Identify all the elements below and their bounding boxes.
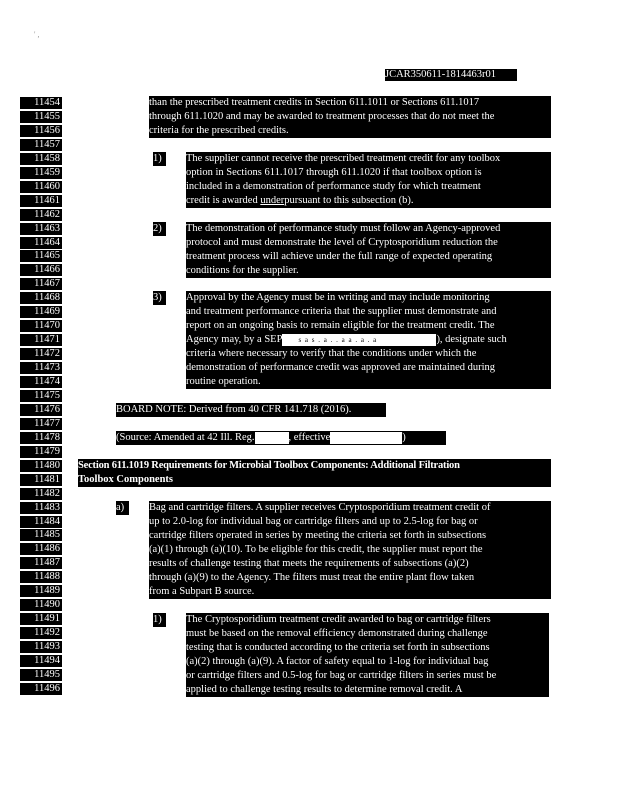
item-1-paragraph xyxy=(186,152,551,208)
line-number: 11477 xyxy=(20,418,62,430)
line-number: 11469 xyxy=(20,306,62,318)
text-line xyxy=(186,333,551,347)
source-note xyxy=(116,431,446,445)
line-number: 11479 xyxy=(20,446,62,458)
text-line: through 611.1020 and may be awarded to treatment processes that do not meet the xyxy=(149,111,495,122)
line-number: 11485 xyxy=(20,529,62,541)
line-number: 11457 xyxy=(20,139,62,151)
text-line: through (a)(9) to the Agency. The filters must treat the entire plant flow taken xyxy=(149,572,475,583)
text-line: Approval by the Agency must be in writing and may include monitoring xyxy=(186,292,490,303)
text-line: (a)(1) through (a)(10). To be eligible for this credit, the supplier must report the xyxy=(149,544,483,555)
document-header-id: JCAR350611-1814463r01 xyxy=(385,69,517,81)
line-number: 11493 xyxy=(20,641,62,653)
line-number: 11471 xyxy=(20,334,62,346)
line-number: 11475 xyxy=(20,390,62,402)
text-line: applied to challenge testing results to determine removal credit. A xyxy=(186,684,463,695)
text-line: demonstration of performance credit was approved are maintained during xyxy=(186,362,496,373)
line-number: 11456 xyxy=(20,125,62,137)
corner-marks: ' , xyxy=(34,30,40,39)
line-number: 11461 xyxy=(20,195,62,207)
line-number: 11486 xyxy=(20,543,62,555)
blank-space xyxy=(282,334,298,346)
text-line: treatment process will achieve under the full range of expected operating xyxy=(186,251,493,262)
line-number: 11462 xyxy=(20,209,62,221)
text-line: and treatment performance criteria that the supplier must demonstrate and xyxy=(186,306,497,317)
line-number: 11458 xyxy=(20,153,62,165)
text-line: results of challenge testing that meets the requirements of subsections (a)(2) xyxy=(149,558,469,569)
line-number: 11464 xyxy=(20,237,62,249)
line-number: 11459 xyxy=(20,167,62,179)
text-line: testing that is conducted according to the criteria set forth in subsections xyxy=(186,642,490,653)
line-number: 11490 xyxy=(20,599,62,611)
item-a1-paragraph xyxy=(186,613,549,697)
text-line: up to 2.0-log for individual bag or cartridge filters and up to 2.5-log for bag or xyxy=(149,516,478,527)
line-number: 11463 xyxy=(20,223,62,235)
text-run: pursuant to this subsection (b). xyxy=(284,195,414,206)
text-line: (a)(2) through (a)(9). A factor of safety equal to 1-log for individual bag xyxy=(186,656,489,667)
text-run: ) xyxy=(402,432,406,443)
line-number: 11478 xyxy=(20,432,62,444)
text-line: included in a demonstration of performance study for which treatment xyxy=(186,181,481,192)
line-number: 11454 xyxy=(20,97,62,109)
line-number: 11487 xyxy=(20,557,62,569)
line-number: 11488 xyxy=(20,571,62,583)
underlined-insertion: under xyxy=(260,195,285,206)
text-line: or cartridge filters and 0.5-log for bag or cartridge filters in series must be xyxy=(186,670,497,681)
text-line: criteria for the prescribed credits. xyxy=(149,125,289,136)
blank-space xyxy=(255,432,289,444)
text-line: option in Sections 611.1017 through 611.1020 if that toolbox option is xyxy=(186,167,482,178)
text-run: , effective xyxy=(288,432,331,443)
text-run: (Source: Amended at 42 Ill. Reg. xyxy=(116,432,255,443)
line-number: 11476 xyxy=(20,404,62,416)
text-line: criteria where necessary to verify that the conditions under which the xyxy=(186,348,477,359)
text-run: Agency may, by a SEP xyxy=(186,334,283,345)
line-number: 11473 xyxy=(20,362,62,374)
line-number: 11455 xyxy=(20,111,62,123)
text-line: protocol and must demonstrate the level of Cryptosporidium reduction the xyxy=(186,237,498,248)
heading-line: Toolbox Components xyxy=(78,474,174,485)
line-number: 11466 xyxy=(20,264,62,276)
line-number: 11460 xyxy=(20,181,62,193)
line-number: 11480 xyxy=(20,460,62,472)
line-number: 11496 xyxy=(20,683,62,695)
item-1-label: 1) xyxy=(153,152,166,166)
line-number: 11494 xyxy=(20,655,62,667)
line-number: 11491 xyxy=(20,613,62,625)
text-line: routine operation. xyxy=(186,376,261,387)
heading-line: Section 611.1019 Requirements for Microbial Toolbox Components: Additional Filtration xyxy=(78,460,460,471)
line-number: 11470 xyxy=(20,320,62,332)
text-line: than the prescribed treatment credits in Section 611.1011 or Sections 611.1017 xyxy=(149,97,480,108)
item-2-label: 2) xyxy=(153,222,166,236)
item-a-label: a) xyxy=(116,501,129,515)
line-number: 11492 xyxy=(20,627,62,639)
text-line: cartridge filters operated in series by meeting the criteria set forth in subsections xyxy=(149,530,487,541)
redacted-sep-number: s a s . a . . a a . a . a xyxy=(298,334,436,346)
line-number: 11468 xyxy=(20,292,62,304)
line-number: 11481 xyxy=(20,474,62,486)
line-number: 11489 xyxy=(20,585,62,597)
item-3-paragraph xyxy=(186,291,551,389)
text-run: ), designate such xyxy=(436,334,507,345)
text-line: report on an ongoing basis to remain eligible for the treatment credit. The xyxy=(186,320,495,331)
text-line: Bag and cartridge filters. A supplier receives Cryptosporidium treatment credit of xyxy=(149,502,491,513)
text-line xyxy=(186,194,426,208)
line-number: 11482 xyxy=(20,488,62,500)
text-run: credit is awarded xyxy=(186,195,261,206)
board-note: BOARD NOTE: Derived from 40 CFR 141.718 (2016). xyxy=(116,403,386,417)
paragraph-continuation xyxy=(149,96,551,138)
text-line: The supplier cannot receive the prescribed treatment credit for any toolbox xyxy=(186,153,501,164)
text-line: must be based on the removal efficiency demonstrated during challenge xyxy=(186,628,488,639)
blank-space xyxy=(330,432,402,444)
line-number: 11484 xyxy=(20,516,62,528)
item-2-paragraph xyxy=(186,222,551,278)
line-number: 11483 xyxy=(20,502,62,514)
item-a1-label: 1) xyxy=(153,613,166,627)
item-3-label: 3) xyxy=(153,291,166,305)
text-line: conditions for the supplier. xyxy=(186,265,299,276)
text-line: The demonstration of performance study must follow an Agency-approved xyxy=(186,223,501,234)
section-heading xyxy=(78,459,551,487)
line-number: 11465 xyxy=(20,250,62,262)
line-number: 11474 xyxy=(20,376,62,388)
item-a-paragraph xyxy=(149,501,551,599)
line-number: 11472 xyxy=(20,348,62,360)
line-number: 11467 xyxy=(20,278,62,290)
text-line: from a Subpart B source. xyxy=(149,586,255,597)
text-line: The Cryptosporidium treatment credit awarded to bag or cartridge filters xyxy=(186,614,491,625)
line-number: 11495 xyxy=(20,669,62,681)
